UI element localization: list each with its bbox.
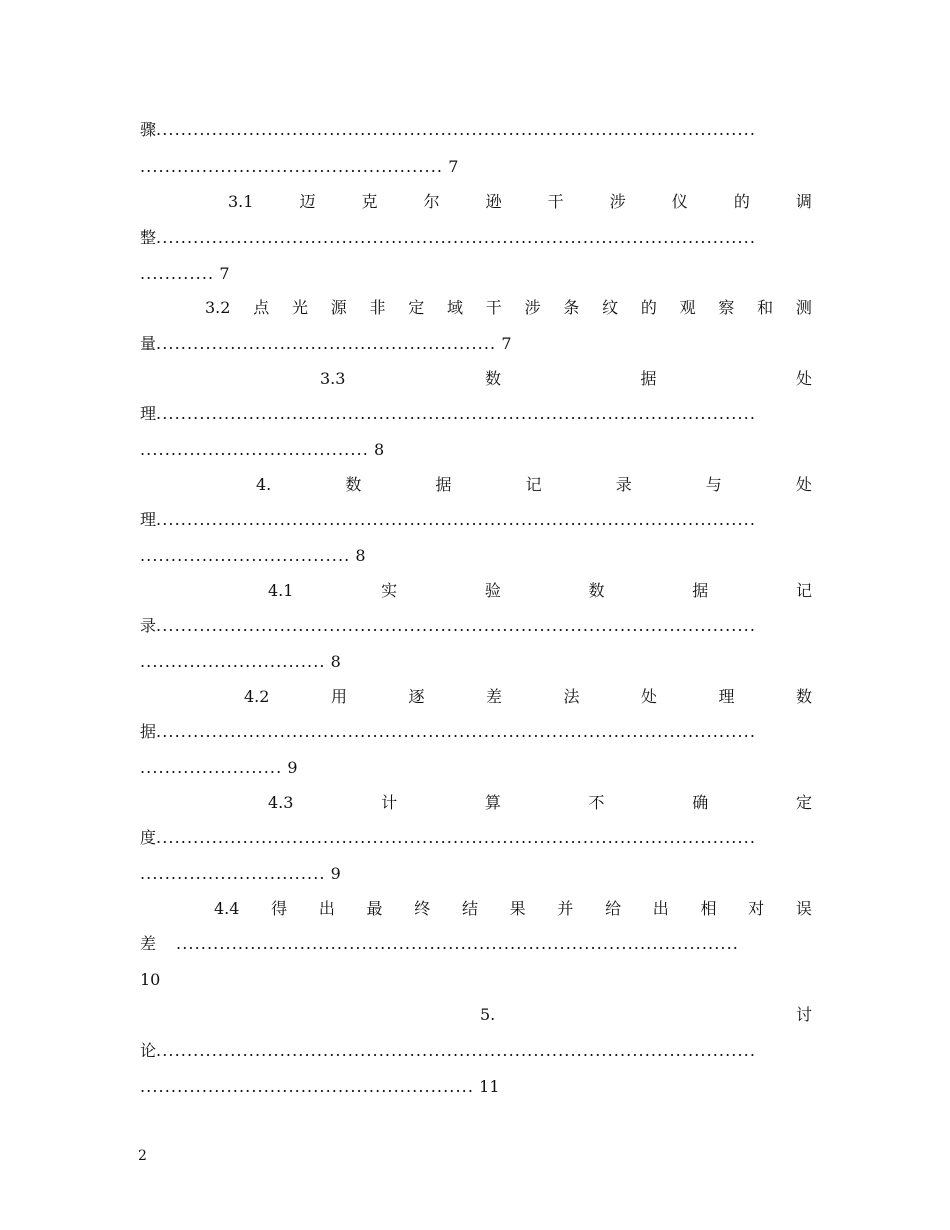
toc-page-number: 11 [479,1077,500,1096]
toc-heading-token: 对 [748,899,765,918]
dot-leader: ........................................................................................... [176,934,739,953]
toc-entry-heading [214,897,812,921]
toc-heading-token: 的 [640,298,657,317]
toc-heading-token: 涉 [609,192,626,211]
toc-heading-token: 得 [271,899,288,918]
toc-heading-token: 5. [480,1005,496,1024]
toc-heading-token: 记 [525,475,542,494]
toc-entry-text[interactable] [140,402,812,426]
toc-heading-token: 非 [369,298,386,317]
toc-page-number: 10 [140,970,161,989]
toc-heading-token: 4.2 [244,687,270,706]
toc-entry-text[interactable] [140,826,812,850]
toc-heading-token: 域 [447,298,464,317]
toc-heading-token: 数 [588,581,605,600]
toc-heading-token: 调 [795,192,812,211]
dot-leader: ................................................. [140,157,444,176]
dot-leader: ................................................................................................. [156,228,757,247]
toc-heading-token: 果 [509,899,526,918]
toc-heading-token: 确 [692,793,709,812]
dot-leader: ................................................................................................. [156,510,757,529]
toc-entry-continuation[interactable] [140,438,812,462]
toc-entry-heading [228,190,812,214]
toc-heading-token: 4. [256,475,272,494]
toc-heading-token: 录 [140,616,157,635]
toc-heading-token: 整 [140,228,157,247]
toc-heading-token: 据 [435,475,452,494]
dot-leader: .............................. [140,652,326,671]
dot-leader: ............ [140,264,215,283]
dot-leader: ................................................................................................. [156,616,757,635]
toc-heading-token: 3.1 [228,192,254,211]
toc-entry-text[interactable] [140,332,812,356]
toc-heading-token: 涉 [524,298,541,317]
toc-heading-token: 记 [795,581,812,600]
toc-heading-token: 和 [757,298,774,317]
toc-page-number: 9 [330,864,341,883]
toc-entry-heading [268,791,812,815]
toc-heading-token: 法 [563,687,580,706]
toc-entry-continuation[interactable] [140,756,812,780]
toc-heading-token: 数 [345,475,362,494]
toc-page-number: 9 [287,758,298,777]
toc-entry-continuation[interactable] [140,650,812,674]
toc-heading-token: 4.4 [214,899,240,918]
toc-entry-text[interactable] [140,720,812,744]
toc-page-number: 7 [448,157,459,176]
toc-heading-token: 给 [605,899,622,918]
toc-page-number: 8 [330,652,341,671]
toc-heading-token: 数 [795,687,812,706]
toc-heading-token: 逐 [408,687,425,706]
toc-entry-text[interactable] [140,614,812,638]
dot-leader: .................................. [140,546,351,565]
toc-heading-token: 据 [140,722,157,741]
toc-entry-continuation[interactable] [140,1075,812,1099]
toc-entry-text[interactable] [140,932,812,956]
page-number: 2 [138,1148,147,1164]
toc-heading-token: 克 [361,192,378,211]
toc-entry-continuation[interactable] [140,262,812,286]
toc-entry-text[interactable] [140,118,812,142]
toc-heading-token: 实 [381,581,398,600]
toc-heading-token: 并 [557,899,574,918]
toc-heading-token: 差 [485,687,502,706]
dot-leader: ...................................................... [140,1077,475,1096]
toc-entry-heading [480,1003,812,1027]
toc-heading-token: 出 [318,899,335,918]
toc-entry-continuation[interactable] [140,862,812,886]
dot-leader: ................................................................................................. [156,404,757,423]
toc-heading-token: 处 [640,687,657,706]
toc-heading-token: 据 [692,581,709,600]
toc-heading-token: 量 [140,334,157,353]
toc-entry-text[interactable] [140,1039,812,1063]
toc-heading-token: 讨 [795,1005,812,1024]
toc-heading-token: 用 [330,687,347,706]
toc-heading-token: 定 [408,298,425,317]
toc-heading-token: 纹 [602,298,619,317]
dot-leader: ................................................................................................. [156,722,757,741]
toc-heading-token: 4.1 [268,581,294,600]
toc-heading-token: 不 [588,793,605,812]
toc-entry-heading [320,367,812,391]
toc-heading-token: 处 [795,369,812,388]
toc-heading-token: 迈 [299,192,316,211]
toc-heading-token: 测 [795,298,812,317]
toc-heading-token: 相 [700,899,717,918]
toc-heading-token: 与 [705,475,722,494]
toc-heading-token: 观 [679,298,696,317]
toc-heading-token: 光 [291,298,308,317]
toc-heading-token: 据 [640,369,657,388]
toc-heading-token: 尔 [423,192,440,211]
toc-heading-token: 终 [414,899,431,918]
dot-leader: ..................................... [140,440,369,459]
toc-entry-char: 骤 [140,120,157,139]
toc-entry-text[interactable] [140,508,812,532]
toc-heading-token: 误 [795,899,812,918]
toc-heading-token: 算 [484,793,501,812]
toc-heading-token: 处 [795,475,812,494]
dot-leader: ....................................................... [156,334,497,353]
toc-heading-token: 定 [795,793,812,812]
toc-page-number: 7 [501,334,512,353]
toc-heading-token: 逊 [485,192,502,211]
toc-entry-continuation[interactable] [140,155,812,179]
toc-heading-token: 差 [140,934,157,953]
toc-entry-heading [268,579,812,603]
toc-entry-continuation[interactable] [140,968,812,992]
toc-heading-token: 数 [484,369,501,388]
toc-heading-token: 的 [733,192,750,211]
toc-heading-token: 论 [140,1041,157,1060]
toc-entry-text[interactable] [140,226,812,250]
toc-heading-token: 最 [366,899,383,918]
toc-heading-token: 条 [563,298,580,317]
toc-heading-token: 干 [547,192,564,211]
toc-heading-token: 察 [718,298,735,317]
toc-heading-token: 理 [140,510,157,529]
toc-heading-token: 理 [140,404,157,423]
toc-heading-token: 录 [615,475,632,494]
dot-leader: ................................................................................................. [156,120,757,139]
toc-heading-token: 结 [461,899,478,918]
toc-heading-token: 出 [652,899,669,918]
toc-entry-heading [205,296,812,320]
toc-heading-token: 源 [330,298,347,317]
toc-heading-token: 3.3 [320,369,346,388]
toc-heading-token: 计 [381,793,398,812]
toc-page-number: 7 [219,264,230,283]
toc-heading-token: 理 [718,687,735,706]
toc-heading-token: 验 [484,581,501,600]
toc-heading-token: 点 [253,298,270,317]
toc-entry-continuation[interactable] [140,544,812,568]
toc-page-number: 8 [355,546,366,565]
toc-heading-token: 仪 [671,192,688,211]
dot-leader: .............................. [140,864,326,883]
toc-heading-token: 4.3 [268,793,294,812]
toc-heading-token: 干 [485,298,502,317]
toc-heading-token: 3.2 [205,298,231,317]
toc-page-number: 8 [373,440,385,459]
dot-leader: ................................................................................................. [156,1041,757,1060]
dot-leader: ....................... [140,758,283,777]
toc-entry-heading [256,473,812,497]
dot-leader: ................................................................................................. [156,828,757,847]
toc-entry-heading [244,685,812,709]
toc-heading-token: 度 [140,828,157,847]
